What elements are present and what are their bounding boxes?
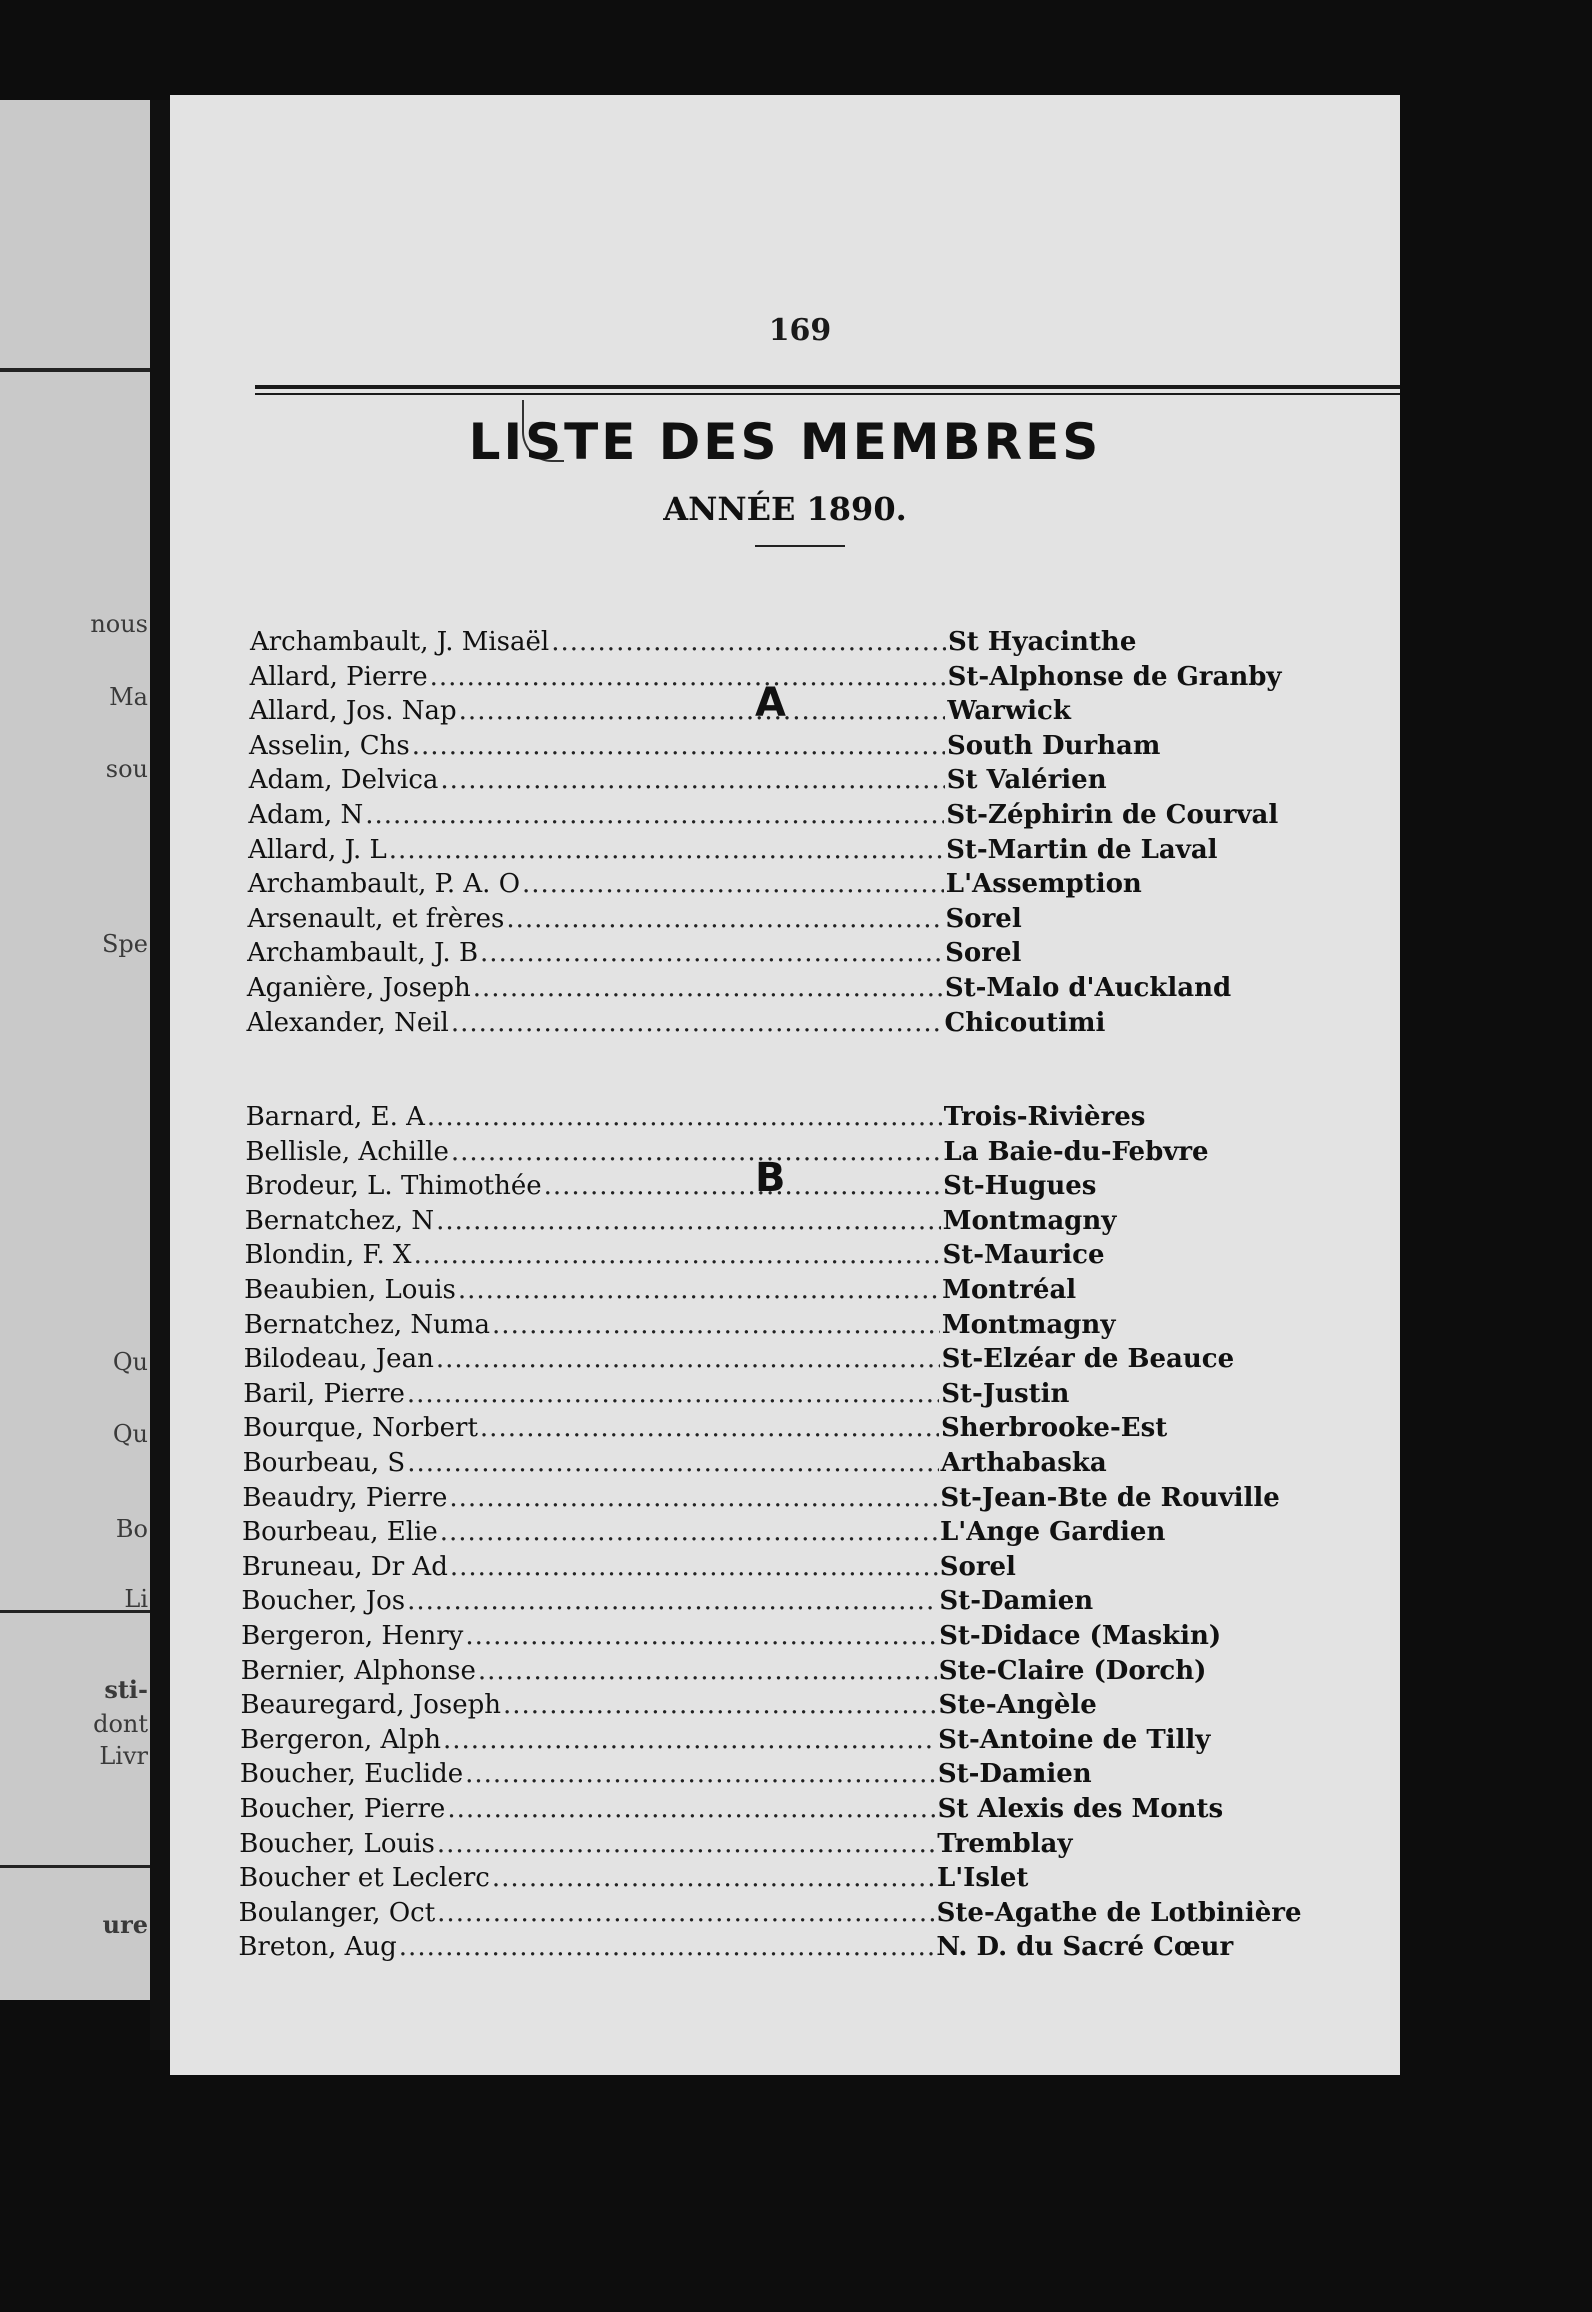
member-place: St-Maurice [942,1240,1105,1271]
member-name: Allard, J. L [248,834,387,865]
leader-dots [440,765,944,795]
leader-dots [451,1008,943,1038]
member-place: Chicoutimi [944,1007,1106,1038]
member-place: L'Islet [936,1863,1029,1894]
facing-page-edge [0,100,150,2000]
member-name: Bergeron, Alph [240,1724,441,1755]
leader-dots [459,696,946,726]
member-name: Bernatchez, N [244,1205,435,1236]
member-entry [245,1137,1255,1167]
member-place: Ste-Angèle [938,1690,1097,1721]
member-name: Baril, Pierre [243,1378,405,1409]
member-name: Allard, Pierre [249,661,428,692]
member-entry [244,1240,1254,1270]
member-place: Montréal [942,1275,1077,1305]
member-name: Blondin, F. X [244,1240,412,1271]
leader-dots [427,1102,942,1132]
member-name: Bernier, Alphonse [240,1655,476,1686]
member-entry [240,1794,1250,1824]
member-entry [249,661,1282,692]
member-entry [242,1482,1280,1513]
member-place: Trois-Rivières [943,1102,1146,1132]
leader-dots [443,1725,936,1755]
member-name: Archambault, P. A. O [247,869,521,900]
leader-dots [437,1829,935,1859]
member-name: Bilodeau, Jean [243,1344,434,1375]
member-entry [247,938,1257,968]
leader-dots [465,1621,937,1651]
member-place: St-Martin de Laval [946,834,1218,865]
member-entry [247,904,1257,934]
document-page [170,95,1400,2075]
leader-dots [365,800,944,830]
member-name: Bourbeau, Elie [242,1517,438,1548]
member-place: L'Assemption [945,869,1142,900]
leader-dots [458,1275,940,1305]
facing-page-rule [0,1865,150,1868]
member-place: N. D. du Sacré Cœur [936,1932,1234,1963]
member-entry [240,1690,1250,1720]
member-place: Montmagny [942,1205,1117,1236]
member-name: Boulanger, Oct [238,1897,436,1928]
member-name: Adam, N [248,800,364,830]
member-name: Bourque, Norbert [242,1413,478,1444]
member-place: St-Damien [939,1586,1094,1617]
member-place: Sherbrooke-Est [940,1413,1168,1444]
member-entry [245,1171,1255,1201]
member-name: Asselin, Chs [249,730,410,761]
member-entry [243,1448,1253,1478]
facing-page-fragment: ure [102,1910,148,1939]
member-name: Bergeron, Henry [241,1621,464,1651]
member-place: St Alexis des Monts [937,1794,1224,1824]
member-entry [241,1621,1251,1651]
member-place: Ste-Agathe de Lotbinière [936,1897,1302,1928]
member-name: Arsenault, et frères [247,903,505,934]
member-place: La Baie-du-Febvre [943,1136,1209,1167]
facing-page-fragment: Livr [99,1742,148,1770]
member-place: St-Elzéar de Beauce [941,1344,1235,1375]
leader-dots [399,1932,935,1962]
member-entry [242,1552,1252,1582]
facing-page-fragment: sou [105,755,148,783]
member-entry [246,1102,1256,1132]
member-entry [247,1008,1257,1038]
leader-dots [389,835,944,865]
facing-page-rule [0,368,150,372]
page-subtitle: ANNÉE 1890. [663,490,907,528]
section-letter: A [755,680,786,726]
leader-dots [407,1379,939,1409]
member-name: Beaubien, Louis [244,1275,456,1305]
member-entry [242,1517,1252,1547]
facing-page-fragment: sti- [104,1675,148,1704]
member-place: South Durham [947,730,1161,761]
leader-dots [492,1863,935,1893]
leader-dots [447,1794,935,1824]
member-name: Beauregard, Joseph [240,1690,501,1721]
member-entry [238,1897,1302,1928]
member-place: Warwick [947,696,1071,727]
member-name: Archambault, J. Misaël [249,627,550,657]
member-name: Boucher, Louis [239,1828,435,1859]
member-name: Boucher, Euclide [239,1759,464,1790]
member-place: St-Alphonse de Granby [947,661,1282,692]
leader-dots [492,1310,940,1340]
member-entry [249,731,1259,761]
member-entry [239,1863,1249,1893]
member-place: St-Damien [937,1759,1092,1790]
leader-dots [440,1517,938,1547]
leader-dots [412,731,945,761]
member-place: Tremblay [937,1828,1073,1859]
member-name: Bellisle, Achille [245,1136,449,1167]
member-name: Brodeur, L. Thimothée [245,1171,542,1202]
leader-dots [478,1656,937,1686]
facing-page-fragment: Spe [101,930,148,958]
member-name: Breton, Aug [238,1932,397,1963]
section-letter: B [755,1155,786,1201]
member-entry [248,869,1258,899]
leader-dots [480,938,943,968]
member-entry [248,835,1258,865]
member-place: Arthabaska [940,1448,1107,1478]
member-name: Adam, Delvica [248,765,439,796]
subtitle-rule [755,545,845,547]
leader-dots [450,1552,938,1582]
member-name: Bruneau, Dr Ad [241,1551,448,1582]
leader-dots [522,869,944,899]
member-entry [239,1829,1249,1859]
facing-page-fragment: nous [90,610,148,638]
leader-dots [506,904,943,934]
leader-dots [480,1413,939,1443]
page-title: LISTE DES MEMBRES [468,413,1102,471]
member-place: Sorel [945,938,1022,969]
member-place: St-Antoine de Tilly [938,1724,1211,1755]
member-name: Alexander, Neil [246,1007,449,1038]
facing-page-fragment: Qu [112,1348,148,1376]
member-entry [241,1656,1251,1686]
member-place: Sorel [945,903,1022,934]
member-entry [245,1206,1255,1236]
member-name: Beaudry, Pierre [242,1482,448,1513]
leader-dots [407,1586,937,1616]
page-gutter [150,100,170,2050]
member-entry [247,973,1257,1003]
member-entry [240,1725,1250,1755]
member-name: Boucher et Leclerc [238,1863,490,1894]
leader-dots [503,1690,937,1720]
member-place: St-Didace (Maskin) [939,1621,1222,1651]
member-name: Archambault, J. B [247,938,479,969]
member-place: Montmagny [941,1309,1116,1340]
member-entry [249,696,1259,726]
leader-dots [414,1240,941,1270]
facing-page-fragment: dont [93,1710,148,1738]
leader-dots [437,1898,934,1928]
member-entry [250,627,1260,657]
member-name: Barnard, E. A [245,1102,425,1132]
member-place: St Valérien [946,765,1107,796]
member-place: St-Zéphirin de Courval [946,800,1279,830]
leader-dots [473,973,943,1003]
member-name: Bernatchez, Numa [243,1309,491,1340]
member-name: Boucher, Jos [241,1586,406,1617]
member-entry [238,1932,1248,1962]
leader-dots [449,1483,938,1513]
member-place: St-Justin [941,1378,1070,1409]
member-place: St-Malo d'Auckland [944,973,1232,1003]
member-entry [244,1310,1254,1340]
member-place: L'Ange Gardien [940,1517,1166,1548]
member-place: St-Jean-Bte de Rouville [940,1482,1280,1513]
member-name: Aganière, Joseph [246,973,471,1003]
page-number: 169 [768,313,832,348]
leader-dots [436,1206,941,1236]
member-entry [241,1586,1251,1616]
member-place: St-Hugues [943,1171,1097,1202]
leader-dots [544,1171,941,1201]
leader-dots [451,1137,942,1167]
facing-page-fragment: Ma [109,683,148,711]
member-entry [244,1344,1254,1374]
member-entry [244,1275,1254,1305]
member-entry [240,1759,1250,1789]
leader-dots [551,627,946,657]
header-rule [255,393,1400,395]
leader-dots [465,1759,936,1789]
facing-page-fragment: Bo [115,1515,148,1543]
member-place: St Hyacinthe [947,627,1137,657]
member-entry [249,765,1259,795]
member-name: Allard, Jos. Nap [249,696,457,727]
member-name: Bourbeau, S [242,1448,406,1478]
leader-dots [436,1344,940,1374]
leader-dots [407,1448,938,1478]
member-entry [243,1379,1253,1409]
facing-page-fragment: Qu [112,1420,148,1448]
leader-dots [430,662,946,692]
member-name: Boucher, Pierre [239,1794,446,1824]
facing-page-fragment: Li [124,1585,148,1613]
member-place: Ste-Claire (Dorch) [938,1655,1207,1686]
header-rule [255,385,1400,389]
member-entry [248,800,1279,830]
member-place: Sorel [939,1551,1016,1582]
member-entry [243,1413,1253,1443]
